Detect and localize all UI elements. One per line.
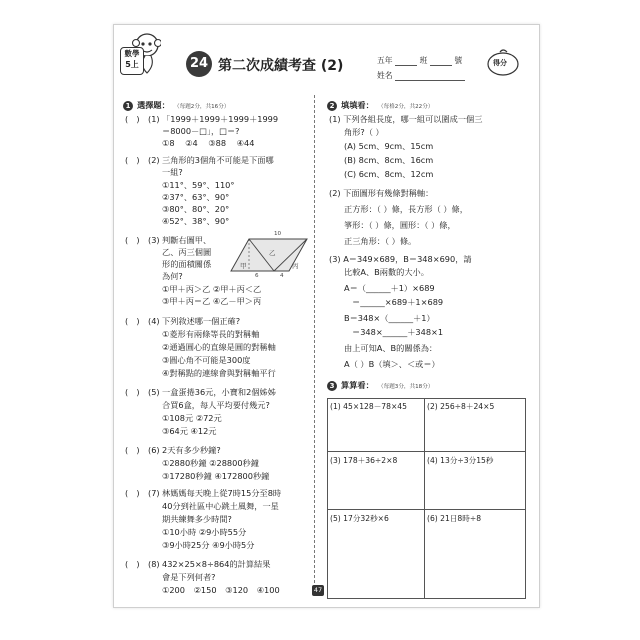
calc-5: (5) 17分32秒×6 bbox=[330, 514, 389, 523]
fill-q2-text-4: 正三角形：（ ）條。 bbox=[344, 236, 417, 246]
calc-1: (1) 45×128－78×45 bbox=[330, 402, 407, 411]
fill-q2-text-2: 正方形：（ ）條，長方形（ ）條， bbox=[344, 204, 468, 214]
section-3-scoring: （每題3分，共18分） bbox=[378, 384, 434, 390]
q1-options: ①8 ②4 ③88 ④44 bbox=[162, 138, 255, 148]
calculation-grid bbox=[327, 398, 526, 599]
fill-q3-text-5: B＝348×（______＋1） bbox=[344, 313, 435, 323]
answer-paren[interactable]: ( ) bbox=[125, 235, 140, 245]
name-row bbox=[377, 70, 465, 81]
q3-option-row-2: ③甲＋丙＝乙 ④乙－甲＞丙 bbox=[162, 296, 262, 306]
q7-number: (7) bbox=[148, 488, 160, 498]
unit-number-badge: 24 bbox=[186, 51, 212, 77]
figure-top-length: 10 bbox=[274, 231, 282, 237]
answer-paren[interactable]: ( ) bbox=[125, 488, 140, 498]
q2-text-1: 三角形的3個角不可能是下面哪 bbox=[162, 155, 274, 165]
fill-q3-text-3: A＝（______＋1）×689 bbox=[344, 283, 435, 293]
section-1-scoring: （每題2分，共16分） bbox=[174, 104, 230, 110]
q7-text-1: 林媽媽每天晚上從7時15分至8時 bbox=[162, 488, 282, 498]
answer-paren[interactable]: ( ) bbox=[125, 387, 140, 397]
page-number: 47 bbox=[313, 586, 323, 594]
q3-option-row-1: ①甲＋丙＞乙 ②甲＋丙＜乙 bbox=[162, 284, 262, 294]
q2-option-1: ①11°、59°、110° bbox=[162, 180, 235, 190]
calc-4: (4) 13分÷3分15秒 bbox=[427, 456, 494, 465]
q4-option-1: ①菱形有兩條等長的對稱軸 bbox=[162, 329, 260, 339]
section-2-badge: 2 bbox=[327, 101, 337, 111]
q8-text-2: 會是下列何者? bbox=[162, 572, 216, 582]
score-badge bbox=[486, 47, 520, 77]
fill-q2-text-1: (2) 下面圖形有幾條對稱軸： bbox=[329, 188, 434, 198]
q4-option-2: ②通過圓心的直線是圓的對稱軸 bbox=[162, 342, 276, 352]
q8-number: (8) bbox=[148, 559, 160, 569]
q6-text-1: 2天有多少秒鐘? bbox=[162, 445, 221, 455]
answer-paren[interactable]: ( ) bbox=[125, 155, 140, 165]
section-3-title: 算算看： bbox=[341, 380, 374, 390]
class-label: 班 bbox=[419, 56, 428, 65]
grade-label: 5上 bbox=[125, 60, 139, 69]
calc-6: (6) 21日8時÷8 bbox=[427, 514, 482, 523]
fill-q3-text-6: ＝348×______＋348×1 bbox=[352, 327, 444, 337]
calc-2: (2) 256÷8＋24×5 bbox=[427, 402, 495, 411]
answer-paren[interactable]: ( ) bbox=[125, 316, 140, 326]
q7-text-3: 期共練舞多少時間? bbox=[162, 514, 232, 524]
q2-option-3: ③80°、80°、20° bbox=[162, 204, 230, 214]
score-label: 得分 bbox=[493, 59, 507, 67]
q1-text-2: ＝8000－□」，□＝? bbox=[162, 126, 240, 136]
fill-q3-text-8: A（ ）B（填＞、＜或＝） bbox=[344, 359, 440, 369]
answer-paren[interactable]: ( ) bbox=[125, 114, 140, 124]
subject-box bbox=[120, 47, 144, 75]
q2-text-2: 一組? bbox=[162, 167, 183, 177]
page-title: 第二次成績考查 (2) bbox=[218, 58, 344, 74]
q3-text-3: 形的面積關係 bbox=[162, 259, 212, 269]
q5-option-row-2: ③64元 ④12元 bbox=[162, 426, 217, 436]
q8-options: ①200 ②150 ③120 ④100 bbox=[162, 585, 280, 595]
seat-label: 號 bbox=[454, 56, 463, 65]
q5-number: (5) bbox=[148, 387, 160, 397]
section-2-title: 填填看： bbox=[341, 100, 374, 110]
grid-horizontal-line bbox=[328, 509, 525, 510]
grid-horizontal-line bbox=[328, 451, 525, 452]
fill-q1-option-b: (B) 8cm、8cm、16cm bbox=[344, 155, 434, 165]
grid-vertical-line bbox=[424, 399, 425, 598]
q4-number: (4) bbox=[148, 316, 160, 326]
q6-number: (6) bbox=[148, 445, 160, 455]
class-field[interactable] bbox=[395, 57, 417, 66]
figure-bottom-length-a: 6 bbox=[255, 273, 259, 279]
fill-q1-option-c: (C) 6cm、8cm、12cm bbox=[344, 169, 434, 179]
q3-text-2: 乙、丙三個圖 bbox=[162, 247, 212, 257]
name-label: 姓名 bbox=[377, 71, 393, 80]
q7-option-row-2: ③9小時25分 ④9小時5分 bbox=[162, 540, 255, 550]
calc-3: (3) 178＋36÷2×8 bbox=[330, 456, 398, 465]
q3-number: (3) bbox=[148, 235, 160, 245]
name-field[interactable] bbox=[395, 72, 465, 81]
fill-q1-option-a: (A) 5cm、9cm、15cm bbox=[344, 141, 434, 151]
grade-year-label: 五年 bbox=[377, 56, 393, 65]
q2-option-4: ④52°、38°、90° bbox=[162, 216, 230, 226]
seat-field[interactable] bbox=[430, 57, 452, 66]
fill-q2-text-3: 箏形：（ ）條，圓形：（ ）條， bbox=[344, 220, 456, 230]
q8-text-1: 432×25×8÷864的計算結果 bbox=[162, 559, 271, 569]
fill-q3-text-7: 由上可知A、B的關係為： bbox=[344, 343, 438, 353]
q6-option-row-1: ①2880秒鐘 ②28800秒鐘 bbox=[162, 458, 259, 468]
q7-text-2: 40分到社區中心跳土風舞，一星 bbox=[162, 501, 279, 511]
section-2-scoring: （每格2分，共22分） bbox=[378, 104, 434, 110]
q7-option-row-1: ①10小時 ②9小時55分 bbox=[162, 527, 247, 537]
figure-label-jia: 甲 bbox=[240, 262, 247, 270]
q1-number: (1) bbox=[148, 114, 160, 124]
figure-bottom-length-b: 4 bbox=[280, 273, 284, 279]
q5-option-row-1: ①108元 ②72元 bbox=[162, 413, 222, 423]
q5-text-1: 一盒蛋捲36元，小寶和2個姊姊 bbox=[162, 387, 276, 397]
q4-option-4: ④對稱點的連線會與對稱軸平行 bbox=[162, 368, 276, 378]
answer-paren[interactable]: ( ) bbox=[125, 445, 140, 455]
q3-text-4: 為何? bbox=[162, 271, 183, 281]
q4-option-3: ③圓心角不可能是300度 bbox=[162, 355, 251, 365]
answer-paren[interactable]: ( ) bbox=[125, 559, 140, 569]
fill-q1-text-2: 角形?（ ） bbox=[344, 127, 384, 137]
q3-text-1: 判斷右圖甲、 bbox=[162, 235, 212, 245]
class-info-row bbox=[377, 55, 462, 66]
figure-label-bing: 丙 bbox=[292, 262, 299, 270]
fill-q1-text-1: (1) 下列各組長度，哪一組可以圍成一個三 bbox=[329, 114, 483, 124]
q2-option-2: ②37°、63°、90° bbox=[162, 192, 230, 202]
section-3-badge: 3 bbox=[327, 381, 337, 391]
figure-label-yi: 乙 bbox=[269, 249, 276, 257]
worksheet-page bbox=[113, 24, 540, 608]
section-1-title: 選擇題： bbox=[137, 100, 170, 110]
fill-q3-text-1: (3) A＝349×689，B＝348×690，請 bbox=[329, 254, 472, 264]
fill-q3-text-4: ＝______×689＋1×689 bbox=[352, 297, 444, 307]
q4-text-1: 下列敘述哪一個正確? bbox=[162, 316, 241, 326]
fill-q3-text-2: 比較A、B兩數的大小。 bbox=[344, 267, 429, 277]
subject-label: 數學 bbox=[124, 49, 140, 58]
q2-number: (2) bbox=[148, 155, 160, 165]
q5-text-2: 合買6盒，每人平均要付幾元? bbox=[162, 400, 270, 410]
q1-text-1: 「1999＋1999＋1999＋1999 bbox=[162, 114, 279, 124]
section-1-badge: 1 bbox=[123, 101, 133, 111]
column-divider bbox=[314, 95, 315, 593]
q6-option-row-2: ③17280秒鐘 ④172800秒鐘 bbox=[162, 471, 270, 481]
